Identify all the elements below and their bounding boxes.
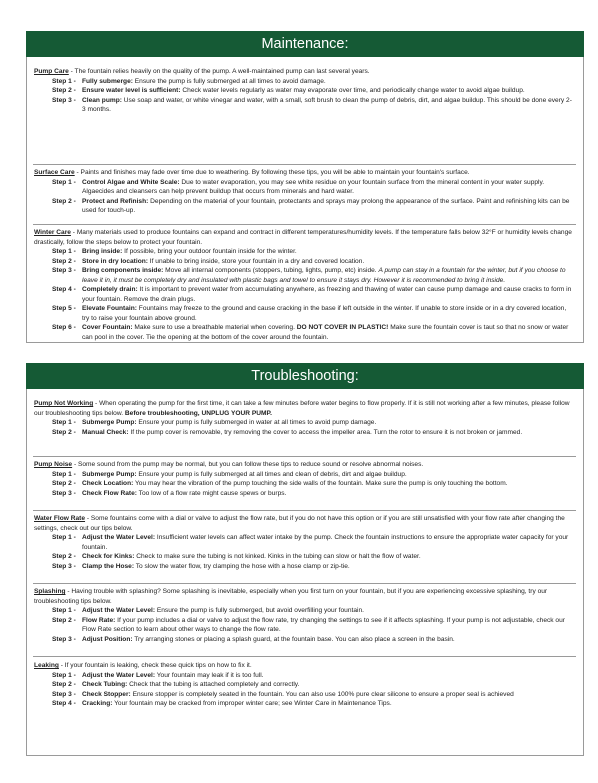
troubleshooting-banner <box>26 363 584 389</box>
surface-care-section <box>34 168 575 216</box>
step-row: Step 1 - Control Algae and White Scale: Due to water evaporation, you may see white residue on your fountain surface from the mineral content in your water supply. Algaecides and cleansers can help prevent buildup that occurs from minerals and hard water. <box>52 178 545 195</box>
step-row: Step 1 - Adjust the Water Level: Insufficient water levels can affect water intake by the pump. Check the fountain instructions to ensure the appropriate water capacity for your fountain. <box>52 534 569 551</box>
step-row: Step 1 - Submerge Pump: Ensure your pump is fully submerged at all times and clean of debris, dirt and algae buildup. <box>52 470 407 478</box>
step-row: Step 2 - Check for Kinks: Check to make sure the tubing is not kinked. Kinks in the tubing can slow or halt the flow of water. <box>52 553 421 560</box>
surface-care-heading: Surface Care <box>34 169 75 176</box>
section-divider <box>33 510 576 511</box>
step-row: Step 1 - Fully submerge: Ensure the pump is fully submerged at all times to avoid damage. <box>52 77 326 85</box>
pump-care-section <box>34 67 575 115</box>
step-row: Step 3 - Check Flow Rate: Too low of a flow rate might cause spews or burps. <box>52 489 287 497</box>
step-row: Step 5 - Elevate Fountain: Fountains may freeze to the ground and cause cracking in the base if left outside in the winter. If unable to store inside or in a dry covered location, try to raise your fountain above ground. <box>52 305 567 322</box>
winter-care-heading: Winter Care <box>34 229 71 236</box>
step-row: Step 3 - Adjust Position: Try arranging stones or placing a splash guard, at the fountain base. You can also place a screen in the basin. <box>52 635 455 643</box>
step-row: Step 4 - Cracking: Your fountain may be cracked from improper winter care; see Winter Care in Maintenance Tips. <box>52 700 392 707</box>
step-row: Step 2 - Check Location: You may hear the vibration of the pump touching the side walls of the fountain. Make sure the pump is only touching the bottom. <box>52 480 508 487</box>
step-row: Step 1 - Adjust the Water Level: Ensure the pump is fully submerged, but avoid overfilling your fountain. <box>52 607 364 614</box>
section-divider <box>33 456 576 457</box>
surface-care-intro: - Paints and finishes may fade over time due to weathering. By following these tips, you will be able to maintain your fountain's surface. <box>74 169 470 176</box>
step-row: Step 3 - Clamp the Hose: To slow the water flow, try clamping the hose with a hose clamp or zip-tie. <box>52 562 350 570</box>
water-flow-rate-section: Water Flow Rate - Some fountains come with a dial or valve to adjust the flow rate, but if you do not have this option or if you are still unsatisfied with your flow rate after changing the settings, check out our tips below. Step 1 - Adjust the Water Level: Insufficient water levels can affect water intake by the pump. Check the fountain instructions to ensure the appropriate water capacity for your fountain. Step 2 - Check for Kinks: Check to make sure the tubing is not kinked. Kinks in the tubing can slow or halt the flow of water. Step 3 - Clamp the Hose: To slow the water flow, try clamping the hose with a hose clamp or zip-tie. <box>34 514 575 571</box>
step-row: Step 2 - Ensure water level is sufficient: Check water levels regularly as water may evaporate over time, and periodically change water to avoid algae buildup. <box>52 87 525 94</box>
section-divider <box>33 583 576 584</box>
step-row: Step 2 - Protect and Refinish: Depending on the material of your fountain, protectants and sprays may prolong the appearance of the surface. Paint and refinishing kits can be used for touch-up. <box>52 197 570 214</box>
section-divider <box>33 656 576 657</box>
step-row: Step 4 - Completely drain: It is important to prevent water from accumulating anywhere, as freezing and thawing of water can cause pump damage and cause cracks to form in your fountain. Remove the drain plugs. <box>52 286 572 303</box>
step-row: Step 3 - Bring components inside: Move all internal components (stoppers, tubing, lights, pump, etc) inside. A pump can stay in a fountain for the winter, but if you choose to leave it in, it must be completely dry and insulated with plastic bags and towel to ensure it stays dry. However it is recommended to bring it inside. <box>52 267 566 284</box>
maintenance-title: Maintenance: <box>261 36 349 52</box>
maintenance-banner <box>26 31 584 57</box>
step-row: Step 3 - Clean pump: Use soap and water, or white vinegar and water, with a small, soft brush to clean the pump of debris, dirt, and algae buildup. This should be done every 2-3 months. <box>52 96 572 113</box>
splashing-section: Splashing - Having trouble with splashing? Some splashing is inevitable, especially when you first turn on your fountain, but if you are experiencing excessive splashing, try our troubleshooting tips below. Step 1 - Adjust the Water Level: Ensure the pump is fully submerged, but avoid overfilling your fountain. Step 2 - Flow Rate: If your pump includes a dial or valve to adjust the flow rate, try changing the settings to see if it affects splashing. If your pump is not adjustable, check our Flow Rate section to learn about other ways to change the flow rate. Step 3 - Adjust Position: Try arranging stones or placing a splash guard, at the fountain base. You can also place a screen in the basin. <box>34 587 575 644</box>
water-flow-rate-heading: Water Flow Rate <box>34 515 86 522</box>
winter-care-intro: - Many materials used to produce fountains can expand and contract in different temperatures/humidity levels. If the temperature falls below 32°F or humidity levels change drastically, follow the steps below to protect your fountain. <box>34 229 572 246</box>
leaking-section: Leaking - If your fountain is leaking, check these quick tips on how to fix it. Step 1 - Adjust the Water Level: Your fountain may leak if it is too full. Step 2 - Check Tubing: Check that the tubing is attached completely and correctly. Step 3 - Check Stopper: Ensure stopper is completely seated in the fountain. You can also use 100% pure clear silicone to ensure a proper seal is achieved Step 4 - Cracking: Your fountain may be cracked from improper winter care; see Winter Care in Maintenance Tips. <box>34 661 575 709</box>
pump-not-working-section: Pump Not Working - When operating the pump for the first time, it can take a few minutes before water begins to flow properly. If it is still not working after a few minutes, please follow our troubleshooting tips below. Before troubleshooting, UNPLUG YOUR PUMP. Step 1 - Submerge Pump: Ensure your pump is fully submerged in water at all times to avoid pump damage. Step 2 - Manual Check: If the pump cover is removable, try removing the cover to access the impeller area. Turn the rotor to ensure it is not broken or jammed. <box>34 399 575 437</box>
pump-noise-section: Pump Noise - Some sound from the pump may be normal, but you can follow these tips to reduce sound or resolve abnormal noises. Step 1 - Submerge Pump: Ensure your pump is fully submerged at all times and clean of debris, dirt and algae buildup. Step 2 - Check Location: You may hear the vibration of the pump touching the side walls of the fountain. Make sure the pump is only touching the bottom. Step 3 - Check Flow Rate: Too low of a flow rate might cause spews or burps. <box>34 460 575 498</box>
step-row: Step 2 - Manual Check: If the pump cover is removable, try removing the cover to access the impeller area. Turn the rotor to ensure it is not broken or jammed. <box>52 428 523 436</box>
section-divider <box>33 224 576 225</box>
step-row: Step 1 - Submerge Pump: Ensure your pump is fully submerged in water at all times to avoid pump damage. <box>52 419 377 426</box>
step-row: Step 1 - Bring inside: If possible, bring your outdoor fountain inside for the winter. <box>52 248 297 255</box>
winter-care-section <box>34 228 575 342</box>
step-row: Step 3 - Check Stopper: Ensure stopper is completely seated in the fountain. You can also use 100% pure clear silicone to ensure a proper seal is achieved <box>52 690 514 698</box>
pump-not-working-heading: Pump Not Working <box>34 400 94 407</box>
section-divider <box>33 164 576 165</box>
step-row: Step 1 - Adjust the Water Level: Your fountain may leak if it is too full. <box>52 671 264 679</box>
pump-care-intro: - The fountain relies heavily on the quality of the pump. A well-maintained pump can last several years. <box>68 68 370 75</box>
pump-noise-heading: Pump Noise <box>34 461 73 468</box>
troubleshooting-title: Troubleshooting: <box>251 368 359 384</box>
step-row: Step 2 - Check Tubing: Check that the tubing is attached completely and correctly. <box>52 681 300 688</box>
step-row: Step 2 - Store in dry location: If unable to bring inside, store your fountain in a dry and covered location. <box>52 257 365 265</box>
splashing-heading: Splashing <box>34 588 66 595</box>
step-row: Step 6 - Cover Fountain: Make sure to use a breathable material when covering. DO NOT COVER IN PLASTIC! Make sure the fountain cover is taut so that no snow or water can pool in the cover. Tie the opening at the bottom of the cover around the fountain. <box>52 324 569 341</box>
leaking-heading: Leaking <box>34 662 59 669</box>
step-row: Step 2 - Flow Rate: If your pump includes a dial or valve to adjust the flow rate, try changing the settings to see if it affects splashing. If your pump is not adjustable, check our Flow Rate section to learn about other ways to change the flow rate. <box>52 616 565 633</box>
pump-care-heading: Pump Care <box>34 68 69 75</box>
